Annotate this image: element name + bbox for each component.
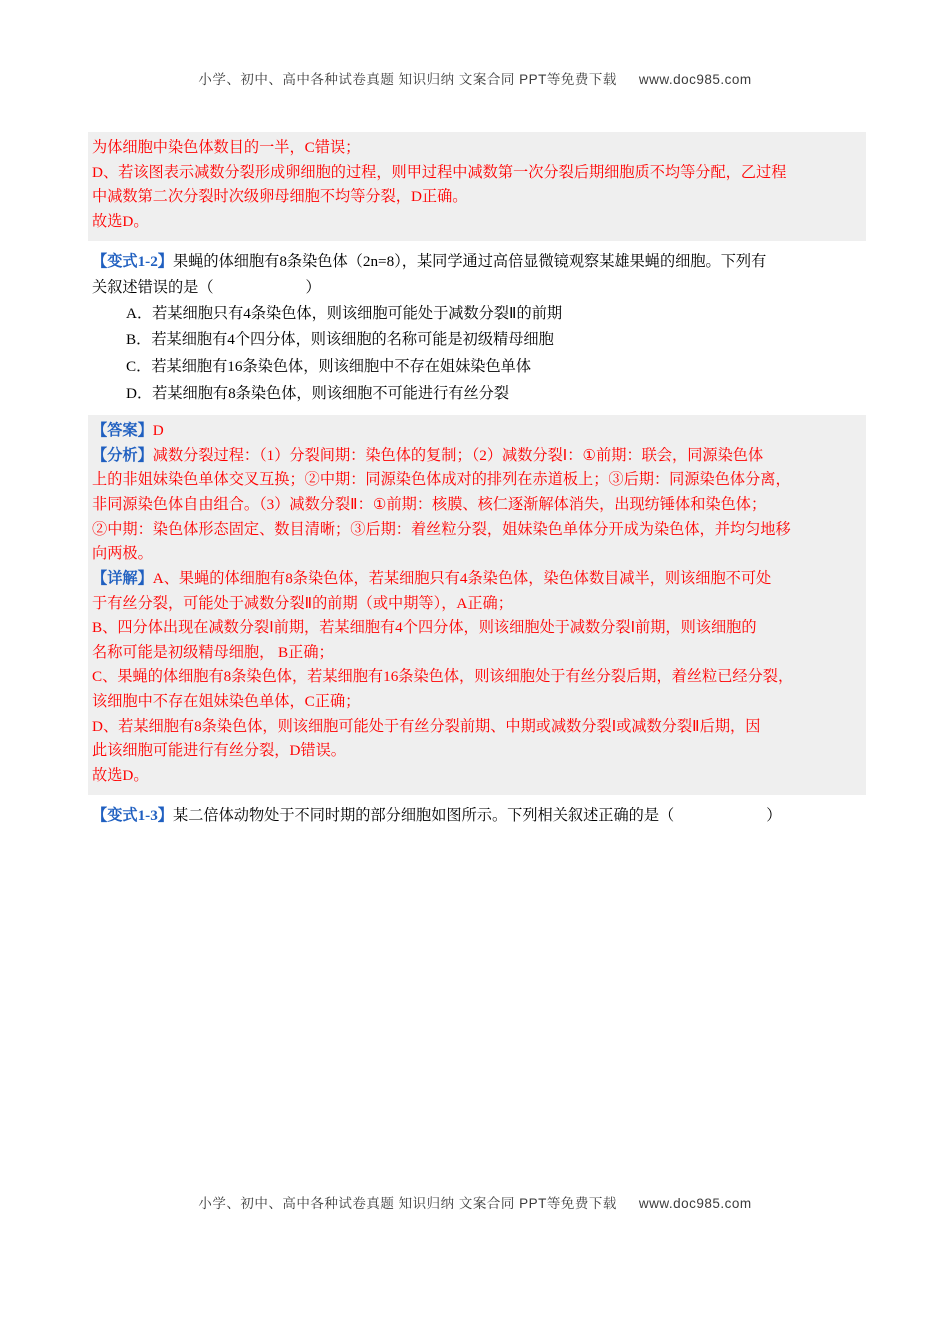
detail-line-1 [92, 567, 860, 592]
analysis-label: 【分析】 [92, 446, 153, 464]
option-a[interactable]: A．若某细胞只有4条染色体，则该细胞可能处于减数分裂Ⅱ的前期 [126, 304, 563, 322]
detail-text-1: A、果蝇的体细胞有8条染色体，若某细胞只有4条染色体，染色体数目减半，则该细胞不可处 [152, 569, 772, 587]
question-1-2-stem-paren: ） [305, 278, 321, 296]
spacer-2 [88, 408, 866, 415]
question-1-3-stem [92, 803, 866, 829]
detail-label: 【详解】 [92, 569, 153, 587]
detail-text-6: 该细胞中不存在姐妹染色单体，C正确； [92, 693, 361, 711]
analysis-text-5: 向两极。 [92, 545, 153, 563]
answer-2-line [92, 419, 860, 444]
answer1-line1: 为体细胞中染色体数目的一半，C错误； [92, 139, 361, 156]
answer-block-2 [88, 415, 866, 794]
detail-text-8: 此该细胞可能进行有丝分裂，D错误。 [92, 742, 346, 760]
header-ad-site: www.doc985.com [638, 72, 752, 87]
question-1-2-stem-text: 果蝇的体细胞有8条染色体（2n=8），某同学通过高倍显微镜观察某雄果蝇的细胞。下列有 [173, 252, 767, 270]
answer1-line2: D、若该图表示减数分裂形成卵细胞的过程，则甲过程中减数第一次分裂后期细胞质不均等分配，乙过程 [92, 163, 787, 181]
answer1-line4: 故选D。 [92, 212, 149, 230]
footer-ad-site: www.doc985.com [638, 1196, 752, 1211]
question-1-2 [88, 248, 866, 409]
spacer [88, 241, 866, 248]
option-c[interactable]: C．若某细胞有16条染色体，则该细胞中不存在姐妹染色单体 [126, 357, 532, 375]
answer-value: D [152, 422, 164, 440]
analysis-text-3: 非同源染色体自由组合。（3）减数分裂Ⅱ：①前期：核膜、核仁逐渐解体消失，出现纺锤体和染色体； [92, 496, 767, 514]
detail-text-3: B、四分体出现在减数分裂Ⅰ前期，若某细胞有4个四分体，则该细胞处于减数分裂Ⅰ前期，则该细胞的 [92, 619, 757, 637]
answer-block-1 [88, 132, 866, 241]
question-1-2-stem-line1 [92, 249, 866, 275]
detail-text-7: D、若某细胞有8条染色体，则该细胞可能处于有丝分裂前期、中期或减数分裂Ⅰ或减数分裂Ⅱ后期，因 [92, 717, 761, 735]
question-1-3 [88, 802, 866, 830]
header-advertisement [0, 68, 950, 88]
answer-label: 【答案】 [92, 422, 153, 440]
question-1-2-stem-text2: 关叙述错误的是（ [92, 278, 214, 296]
question-1-2-tag: 【变式1-2】 [92, 252, 173, 270]
question-1-3-tag: 【变式1-3】 [92, 806, 173, 824]
detail-text-4: 名称可能是初级精母细胞， B正确； [92, 643, 334, 661]
detail-text-5: C、果蝇的体细胞有8条染色体，若某细胞有16条染色体，则该细胞处于有丝分裂后期，着丝粒已经分裂， [92, 668, 794, 686]
detail-text-2: 于有丝分裂，可能处于减数分裂Ⅱ的前期（或中期等），A正确； [92, 594, 513, 612]
question-1-3-stem-paren: ） [766, 806, 782, 824]
option-d[interactable]: D．若某细胞有8条染色体，则该细胞不可能进行有丝分裂 [126, 384, 510, 402]
analysis-line-1 [92, 444, 860, 469]
header-ad-text: 小学、初中、高中各种试卷真题 知识归纳 文案合同 PPT等免费下载 [198, 72, 617, 87]
footer-ad-text: 小学、初中、高中各种试卷真题 知识归纳 文案合同 PPT等免费下载 [198, 1196, 617, 1211]
detail-text-9: 故选D。 [92, 766, 149, 784]
answer1-line3: 中减数第二次分裂时次级卵母细胞不均等分裂，D正确。 [92, 188, 468, 206]
question-1-2-stem-line2 [92, 275, 866, 301]
spacer-3 [88, 795, 866, 802]
question-1-3-stem-text: 某二倍体动物处于不同时期的部分细胞如图所示。下列相关叙述正确的是（ [173, 806, 675, 824]
option-b[interactable]: B．若某细胞有4个四分体，则该细胞的名称可能是初级精母细胞 [126, 331, 554, 349]
analysis-text-2: 上的非姐妹染色单体交叉互换；②中期：同源染色体成对的排列在赤道板上；③后期：同源染色体分离， [92, 471, 791, 489]
analysis-text-1: 减数分裂过程：（1）分裂间期：染色体的复制；（2）减数分裂Ⅰ：①前期：联会，同源染色体 [152, 446, 764, 464]
analysis-text-4: ②中期：染色体形态固定、数目清晰；③后期：着丝粒分裂，姐妹染色单体分开成为染色体，并均匀地移 [92, 520, 791, 538]
document-content [88, 132, 866, 830]
footer-advertisement [0, 1192, 950, 1212]
